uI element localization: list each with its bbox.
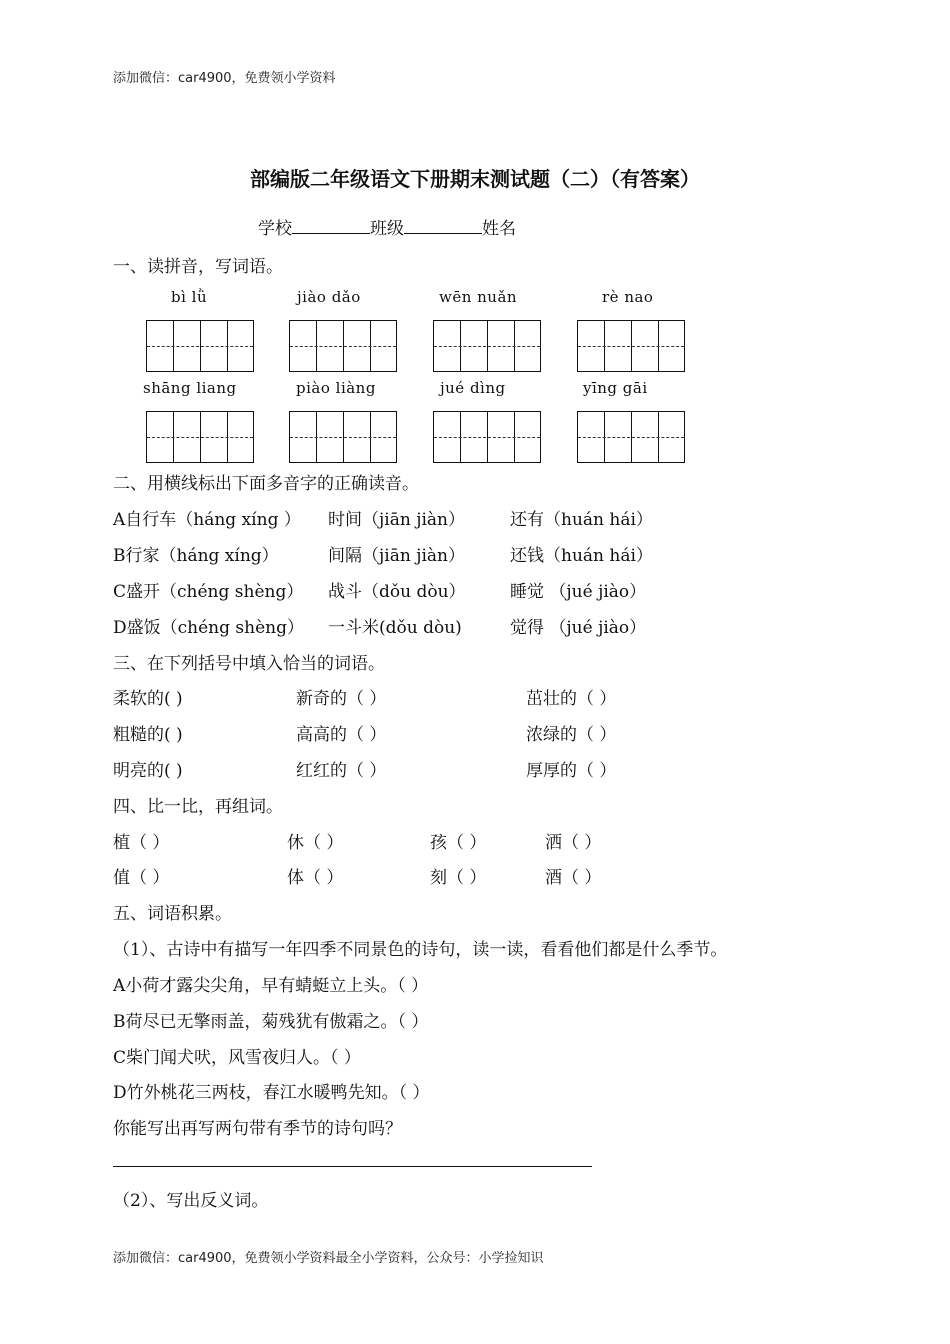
polyphone-item: 还钱（huán hái） xyxy=(510,546,653,566)
polyphone-item: C盛开（chéng shèng） xyxy=(113,582,304,602)
compare-item[interactable]: 值（ ） xyxy=(113,868,170,888)
polyphone-item: 睡觉 （jué jiào） xyxy=(510,582,647,602)
footer-note: 添加微信：car4900，免费领小学资料最全小学资料，公众号：小学捡知识 xyxy=(113,1251,544,1266)
pinyin-label: rè nao xyxy=(602,288,654,306)
class-label: 班级 xyxy=(370,219,404,239)
answer-line[interactable] xyxy=(113,1166,592,1167)
writing-grid[interactable] xyxy=(577,320,685,372)
writing-grid[interactable] xyxy=(433,411,541,463)
section-1-heading: 一、读拼音，写词语。 xyxy=(113,257,283,277)
question-2-prompt: （2）、写出反义词。 xyxy=(113,1191,269,1211)
polyphone-item: B行家（háng xíng） xyxy=(113,546,279,566)
section-5-heading: 五、词语积累。 xyxy=(113,904,232,924)
polyphone-item: 间隔（jiān jiàn） xyxy=(328,546,465,566)
poem-item[interactable]: A小荷才露尖尖角，早有蜻蜓立上头。（ ） xyxy=(113,976,429,996)
writing-grid[interactable] xyxy=(146,320,254,372)
school-field[interactable] xyxy=(292,218,370,234)
writing-grid[interactable] xyxy=(577,411,685,463)
compare-item[interactable]: 酒（ ） xyxy=(545,868,602,888)
fill-blank-item[interactable]: 明亮的( ) xyxy=(113,761,183,781)
polyphone-item: A自行车（háng xíng ） xyxy=(113,510,301,530)
extra-poem-question: 你能写出再写两句带有季节的诗句吗？ xyxy=(113,1119,402,1139)
fill-blank-item[interactable]: 柔软的( ) xyxy=(113,689,183,709)
student-info-line xyxy=(258,214,516,239)
polyphone-item: 战斗（dǒu dòu） xyxy=(328,582,466,602)
polyphone-item: 时间（jiān jiàn） xyxy=(328,510,465,530)
polyphone-item: 觉得 （jué jiào） xyxy=(510,618,647,638)
pinyin-label: jiào dǎo xyxy=(297,288,361,306)
poem-item[interactable]: B荷尽已无擎雨盖，菊残犹有傲霜之。（ ） xyxy=(113,1012,429,1032)
polyphone-item: 还有（huán hái） xyxy=(510,510,653,530)
section-3-heading: 三、在下列括号中填入恰当的词语。 xyxy=(113,654,385,674)
polyphone-item: 一斗米(dǒu dòu) xyxy=(328,618,462,638)
pinyin-label: piào liàng xyxy=(296,379,376,397)
compare-item[interactable]: 植（ ） xyxy=(113,833,170,853)
pinyin-label: yīng gāi xyxy=(583,379,648,397)
fill-blank-item[interactable]: 茁壮的（ ） xyxy=(526,689,617,709)
poem-item[interactable]: D竹外桃花三两枝，春江水暖鸭先知。（ ） xyxy=(113,1083,430,1103)
writing-grid[interactable] xyxy=(146,411,254,463)
compare-item[interactable]: 休（ ） xyxy=(287,833,344,853)
fill-blank-item[interactable]: 粗糙的( ) xyxy=(113,725,183,745)
compare-item[interactable]: 刻（ ） xyxy=(430,868,487,888)
fill-blank-item[interactable]: 红红的（ ） xyxy=(296,761,387,781)
fill-blank-item[interactable]: 厚厚的（ ） xyxy=(526,761,617,781)
fill-blank-item[interactable]: 高高的（ ） xyxy=(296,725,387,745)
writing-grid[interactable] xyxy=(433,320,541,372)
section-4-heading: 四、比一比，再组词。 xyxy=(113,797,283,817)
compare-item[interactable]: 孩（ ） xyxy=(430,833,487,853)
header-note: 添加微信：car4900，免费领小学资料 xyxy=(113,71,336,86)
page-title: 部编版二年级语文下册期末测试题（二）（有答案） xyxy=(250,167,700,191)
writing-grid[interactable] xyxy=(289,320,397,372)
pinyin-label: bì lǜ xyxy=(171,288,208,306)
school-label: 学校 xyxy=(258,219,292,239)
poem-item[interactable]: C柴门闻犬吠，风雪夜归人。（ ） xyxy=(113,1048,361,1068)
fill-blank-item[interactable]: 浓绿的（ ） xyxy=(526,725,617,745)
question-1-prompt: （1）、古诗中有描写一年四季不同景色的诗句，读一读，看看他们都是什么季节。 xyxy=(113,940,728,960)
pinyin-label: wēn nuǎn xyxy=(439,288,518,306)
pinyin-label: shāng liang xyxy=(143,379,237,397)
compare-item[interactable]: 洒（ ） xyxy=(545,833,602,853)
compare-item[interactable]: 体（ ） xyxy=(287,868,344,888)
writing-grid[interactable] xyxy=(289,411,397,463)
name-label: 姓名 xyxy=(482,219,516,239)
section-2-heading: 二、用横线标出下面多音字的正确读音。 xyxy=(113,474,419,494)
class-field[interactable] xyxy=(404,218,482,234)
fill-blank-item[interactable]: 新奇的（ ） xyxy=(296,689,387,709)
pinyin-label: jué dìng xyxy=(440,379,506,397)
polyphone-item: D盛饭（chéng shèng） xyxy=(113,618,304,638)
